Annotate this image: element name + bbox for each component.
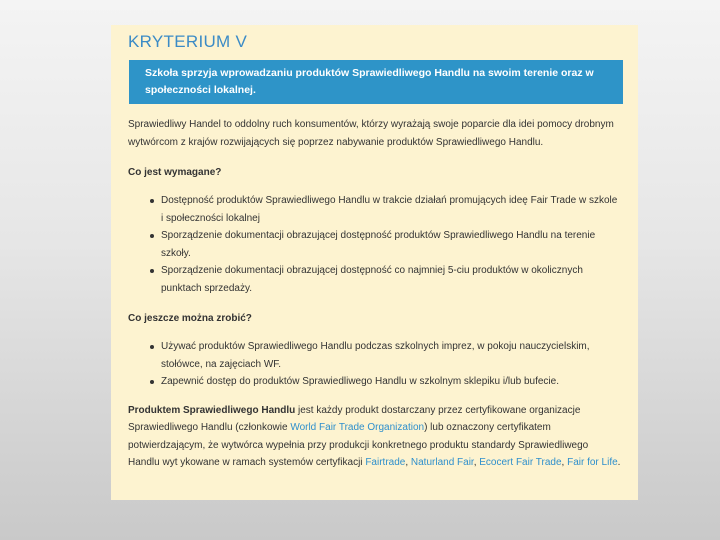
list-item: Zapewnić dostęp do produktów Sprawiedliwego Handlu w szkolnym sklepiku i/lub bufecie.: [161, 373, 621, 391]
period: .: [617, 457, 621, 468]
list-item: Sporządzenie dokumentacji obrazującej dostępność produktów Sprawiedliwego Handlu na terenie szkoły.: [161, 227, 621, 262]
link-wfto[interactable]: World Fair Trade Organization: [290, 422, 425, 433]
section-heading-optional: Co jeszcze można zrobić?: [128, 313, 252, 324]
separator: ,: [473, 457, 480, 468]
document-page: [111, 25, 638, 500]
link-ecocert-fair-trade[interactable]: Ecocert Fair Trade: [479, 457, 562, 468]
link-fairtrade[interactable]: Fairtrade: [365, 457, 406, 468]
definition-term: Produktem Sprawiedliwego Handlu: [128, 404, 296, 416]
definition-paragraph: [128, 402, 621, 472]
section-heading-required: Co jest wymagane?: [128, 167, 222, 178]
list-item: Używać produktów Sprawiedliwego Handlu podczas szkolnych imprez, w pokoju nauczycielskim, stołówce, na zajęciach WF.: [161, 338, 621, 373]
list-item: Sporządzenie dokumentacji obrazującej dostępność co najmniej 5-ciu produktów w okolicznych punktach sprzedaży.: [161, 262, 621, 297]
criterion-callout: Szkoła sprzyja wprowadzaniu produktów Sprawiedliwego Handlu na swoim terenie oraz w społeczności lokalnej.: [129, 60, 623, 104]
link-fair-for-life[interactable]: Fair for Life: [567, 457, 618, 468]
list-item: Dostępność produktów Sprawiedliwego Handlu w trakcie działań promujących ideę Fair Trade w szkole i społeczności lokalnej: [161, 192, 621, 227]
separator: ,: [561, 457, 568, 468]
intro-paragraph: Sprawiedliwy Handel to oddolny ruch konsumentów, którzy wyrażają swoje poparcie dla idei pomocy drobnym wytwórcom z krajów rozwijających się poprzez nabywanie produktów Sprawiedliwego Handlu.: [128, 119, 614, 148]
definition-text: ) lub oznaczony certyfikatem potwierdzającym, że wytwórca wypełnia przy produkcji konkretnego produktu standardy Sprawiedliwego Handlu wyt ykowane w ramach systemów certyfikacji: [128, 422, 589, 468]
required-list: [128, 192, 621, 297]
page-title: KRYTERIUM V: [128, 32, 248, 51]
link-naturland-fair[interactable]: Naturland Fair: [410, 457, 474, 468]
definition-text: jest każdy produkt dostarczany przez certyfikowane organizacje Sprawiedliwego Handlu (członkowie: [128, 404, 581, 433]
optional-list: [128, 338, 621, 391]
separator: ,: [405, 457, 411, 468]
